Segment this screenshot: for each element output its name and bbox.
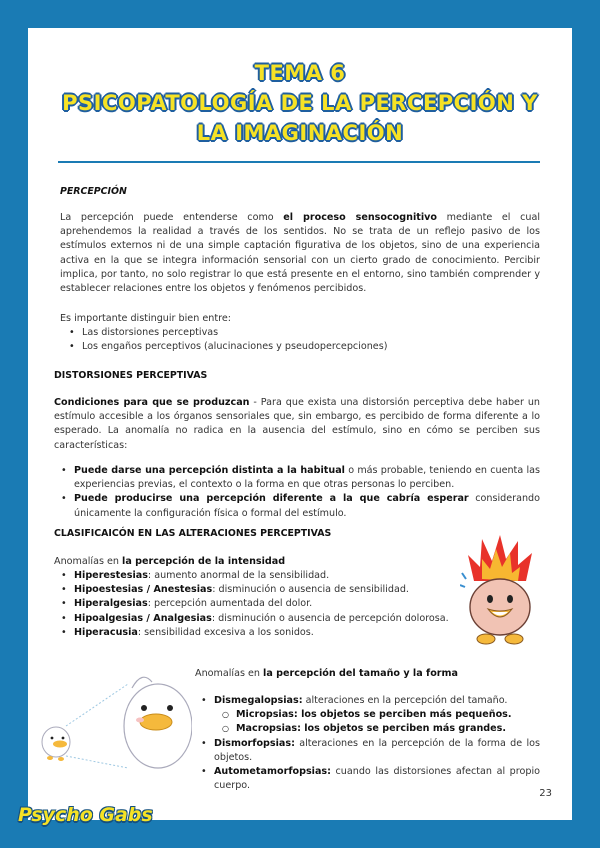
list-item: • Dismegalopsias: alteraciones en la percepción del tamaño. ○ Micropsias: los objetos se perciben más pequeños. ○ Macropsias: los objetos se perciben más grandes. <box>192 694 540 737</box>
list-item: • Hiperalgesias: percepción aumentada del dolor. <box>52 597 472 611</box>
distorsiones-list <box>52 464 540 521</box>
list-item: • Autometamorfopsias: cuando las distorsiones afectan al propio cuerpo. <box>192 765 540 793</box>
list-item: • Dismorfopsias: alteraciones en la percepción de la forma de los objetos. <box>192 737 540 765</box>
title-line-3: LA IMAGINACIÓN <box>196 121 404 145</box>
sublist <box>214 708 540 736</box>
list-item: • Hipoestesias / Anestesias: disminución o ausencia de sensibilidad. <box>52 583 472 597</box>
list-item: • Puede darse una percepción distinta a la habitual o más probable, teniendo en cuenta las experiencias previas, el contexto o la forma en que otras personas lo perciben. <box>52 464 540 492</box>
list-item: • Puede producirse una percepción diferente a la que cabría esperar considerando únicamente la configuración física o formal del estímulo. <box>52 492 540 520</box>
list-item: • Hipoalgesias / Analgesias: disminución o ausencia de percepción dolorosa. <box>52 612 472 626</box>
condiciones-paragraph: Condiciones para que se produzcan - Para que exista una distorsión perceptiva debe haber un estímulo accesible a los órganos sensoriales que, sin embargo, es percibido de forma diferente a lo esperado. La anomalía no radica en la ausencia del estímulo, sino en cómo se perciben sus características: <box>54 397 540 451</box>
intensidad-list <box>52 569 472 640</box>
fire-duck-illustration <box>460 533 540 649</box>
title-line-2: PSICOPATOLOGÍA DE LA PERCEPCIÓN Y <box>62 91 538 115</box>
list-item: ○ Micropsias: los objetos se perciben más pequeños. <box>214 708 540 722</box>
distinguish-intro: Es importante distinguir bien entre: <box>60 313 231 324</box>
percepcion-heading: PERCEPCIÓN <box>60 186 127 197</box>
list-item: ○ Macropsias: los objetos se perciben más grandes. <box>214 722 540 736</box>
tamano-intro: Anomalías en la percepción del tamaño y la forma <box>195 668 458 679</box>
clasificacion-heading: CLASIFICAICÓN EN LAS ALTERACIONES PERCEPTIVAS <box>54 528 332 539</box>
brand-logo: Psycho Gabs <box>18 804 153 826</box>
document-page <box>28 28 572 820</box>
list-item: • Hiperestesias: aumento anormal de la sensibilidad. <box>52 569 472 583</box>
list-item: • Las distorsiones perceptivas <box>60 326 530 340</box>
distinguish-list <box>60 326 530 354</box>
list-item: • Los engaños perceptivos (alucinaciones y pseudopercepciones) <box>60 340 530 354</box>
page-title <box>28 58 572 148</box>
page-number: 23 <box>539 788 552 799</box>
intensidad-intro: Anomalías en la percepción de la intensidad <box>54 556 286 567</box>
title-divider <box>58 161 540 163</box>
distorsiones-heading: DISTORSIONES PERCEPTIVAS <box>54 370 208 381</box>
title-line-1: TEMA 6 <box>254 61 346 85</box>
tamano-list <box>192 694 540 793</box>
duck-magnify-illustration <box>32 662 192 772</box>
list-item: • Hiperacusia: sensibilidad excesiva a los sonidos. <box>52 626 472 640</box>
percepcion-paragraph: La percepción puede entenderse como el proceso sensocognitivo mediante el cual aprehendemos la realidad a través de los sentidos. No se trata de un reflejo pasivo de los estímulos externos ni de una simple captación figurativa de los objetos, sino de una experiencia activa en la que se integra información sensorial con un cierto grado de conocimiento. Percibir implica, por tanto, no solo registrar lo que está presente en el entorno, sino también comprender y establecer relaciones entre los objetos y fenómenos percibidos. <box>60 212 540 295</box>
